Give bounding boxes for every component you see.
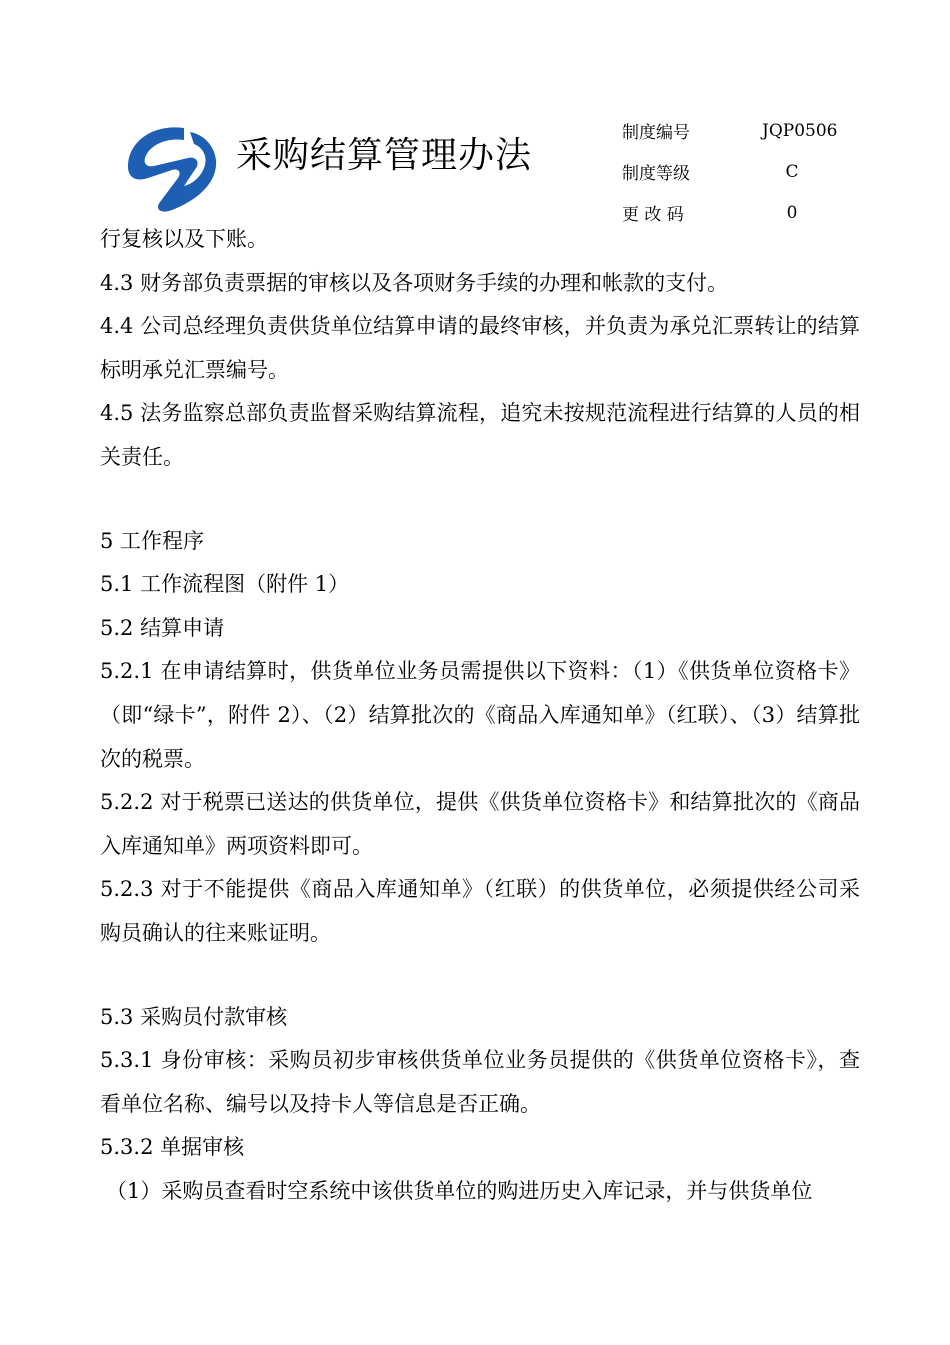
- company-logo-icon: [124, 122, 220, 214]
- paragraph: 4.3 财务部负责票据的审核以及各项财务手续的办理和帐款的支付。: [100, 270, 729, 295]
- paragraph: 4.4 公司总经理负责供货单位结算申请的最终审核，并负责为承兑汇票转让的结算标明承兑汇票编号。: [100, 314, 860, 382]
- section-heading: 5 工作程序: [100, 528, 205, 553]
- meta-label: 更 改 码: [622, 205, 684, 225]
- spacer: [100, 956, 860, 996]
- paragraph: 5.3.2 单据审核: [100, 1135, 245, 1160]
- paragraph: 行复核以及下账。: [100, 227, 268, 251]
- paragraph: （1）采购员查看时空系统中该供货单位的购进历史入库记录，并与供货单位: [106, 1178, 813, 1203]
- meta-row-code: [622, 110, 862, 151]
- paragraph: 5.2 结算申请: [100, 615, 225, 640]
- paragraph: 5.2.1 在申请结算时，供货单位业务员需提供以下资料：（1）《供货单位资格卡》（即“绿卡”，附件 2）、（2）结算批次的《商品入库通知单》（红联）、（3）结算批次的税票。: [100, 659, 860, 771]
- paragraph: 5.2.2 对于税票已送达的供货单位，提供《供货单位资格卡》和结算批次的《商品入库通知单》两项资料即可。: [100, 790, 860, 858]
- spacer: [100, 480, 860, 520]
- document-body: [100, 218, 860, 1213]
- section-heading: 5.3 采购员付款审核: [100, 1004, 288, 1029]
- meta-label: 制度编号: [622, 123, 690, 143]
- paragraph: 4.5 法务监察总部负责监督采购结算流程，追究未按规范流程进行结算的人员的相关责任。: [100, 401, 860, 469]
- meta-value: C: [785, 161, 799, 182]
- meta-row-level: [622, 151, 862, 192]
- paragraph: 5.2.3 对于不能提供《商品入库通知单》（红联）的供货单位，必须提供经公司采购员确认的往来账证明。: [100, 877, 860, 945]
- page-title: 采购结算管理办法: [236, 135, 533, 176]
- meta-label: 制度等级: [622, 164, 690, 184]
- meta-value: 0: [786, 202, 798, 223]
- paragraph: 5.1 工作流程图（附件 1）: [100, 572, 350, 597]
- paragraph: 5.3.1 身份审核：采购员初步审核供货单位业务员提供的《供货单位资格卡》，查看单位名称、编号以及持卡人等信息是否正确。: [100, 1048, 860, 1116]
- meta-value: JQP0506: [762, 120, 838, 141]
- document-meta-table: [622, 110, 862, 233]
